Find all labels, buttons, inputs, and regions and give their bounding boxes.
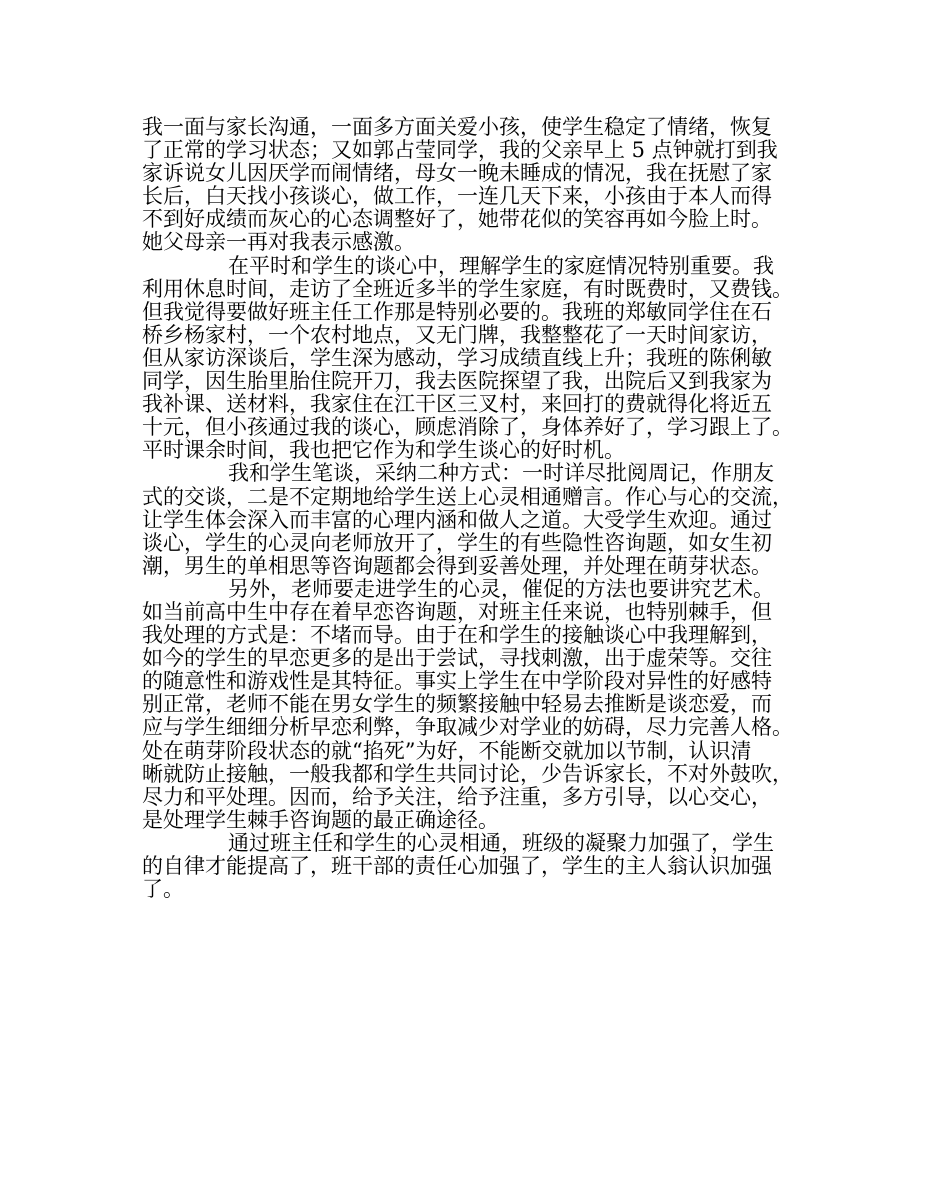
text-line: 别正常，老师不能在男女学生的频繁接触中轻易去推断是谈恋爱，而 <box>142 692 772 717</box>
text-line: 如今的学生的早恋更多的是出于尝试，寻找刺激，出于虚荣等。交往 <box>142 646 772 671</box>
text-line: 她父母亲一再对我表示感激。 <box>142 230 415 255</box>
paragraph-first-line: 另外，老师要走进学生的心灵，催促的方法也要讲究艺术。 <box>228 576 774 601</box>
paragraph-first-line: 通过班主任和学生的心灵相通，班级的凝聚力加强了，学生 <box>228 830 774 855</box>
text-line: 不到好成绩而灰心的心态调整好了，她带花似的笑容再如今脸上时。 <box>142 207 772 232</box>
text-line: 应与学生细细分析早恋利弊，争取减少对学业的妨碍，尽力完善人格。 <box>142 715 793 740</box>
body-text <box>142 116 832 901</box>
text-line: 同学，因生胎里胎住院开刀，我去医院探望了我，出院后又到我家为 <box>142 369 772 394</box>
paragraph-first-line: 在平时和学生的谈心中，理解学生的家庭情况特别重要。我 <box>228 253 774 278</box>
text-line: 谈心，学生的心灵向老师放开了，学生的有些隐性咨询题，如女生初 <box>142 530 772 555</box>
text-line: 的自律才能提高了，班干部的责任心加强了，学生的主人翁认识加强 <box>142 854 772 878</box>
text-line: 让学生体会深入而丰富的心理内涵和做人之道。大受学生欢迎。通过 <box>142 507 772 532</box>
text-line: 的随意性和游戏性是其特征。事实上学生在中学阶段对异性的好感特 <box>142 669 772 694</box>
paragraph-first-line: 我和学生笔谈，采纳二种方式：一时详尽批阅周记，作朋友 <box>228 461 774 486</box>
text-line: 晰就防止接触，一般我都和学生共同讨论，少告诉家长，不对外鼓吹， <box>142 761 793 786</box>
text-line: 了。 <box>142 877 184 902</box>
text-line: 了正常的学习状态；又如郭占莹同学，我的父亲早上 5 点钟就打到我 <box>142 138 778 163</box>
text-line: 如当前高中生中存在着早恋咨询题，对班主任来说，也特别棘手，但 <box>142 599 772 624</box>
text-line: 尽力和平处理。因而，给予关注，给予注重，多方引导，以心交心， <box>142 784 772 809</box>
text-line: 潮，男生的单相思等咨询题都会得到妥善处理，并处理在萌芽状态。 <box>142 553 772 578</box>
text-line: 十元，但小孩通过我的谈心，顾虑消除了，身体养好了，学习跟上了。 <box>142 415 793 440</box>
text-line: 利用休息时间，走访了全班近多半的学生家庭，有时既费时，又费钱。 <box>142 276 793 301</box>
text-line: 我一面与家长沟通，一面多方面关爱小孩，使学生稳定了情绪，恢复 <box>142 115 772 139</box>
text-line: 是处理学生棘手咨询题的最正确途径。 <box>142 807 499 832</box>
text-line: 长后，白天找小孩谈心，做工作，一连几天下来，小孩由于本人而得 <box>142 184 772 209</box>
text-line: 我补课、送材料，我家住在江干区三叉村，来回打的费就得化将近五 <box>142 392 772 417</box>
text-line: 式的交谈，二是不定期地给学生送上心灵相通赠言。作心与心的交流， <box>142 484 793 509</box>
text-line: 处在萌芽阶段状态的就“掐死”为好，不能断交就加以节制，认识清 <box>142 738 752 763</box>
text-line: 但从家访深谈后，学生深为感动，学习成绩直线上升；我班的陈俐敏 <box>142 345 772 370</box>
text-line: 家诉说女儿因厌学而闹情绪，母女一晚未睡成的情况，我在抚慰了家 <box>142 161 772 186</box>
text-line: 但我觉得要做好班主任工作那是特别必要的。我班的郑敏同学住在石 <box>142 299 772 324</box>
text-line: 平时课余时间，我也把它作为和学生谈心的好时机。 <box>142 438 625 463</box>
text-line: 桥乡杨家村，一个农村地点，又无门牌，我整整花了一天时间家访， <box>142 322 772 347</box>
text-line: 我处理的方式是：不堵而导。由于在和学生的接触谈心中我理解到， <box>142 623 772 648</box>
